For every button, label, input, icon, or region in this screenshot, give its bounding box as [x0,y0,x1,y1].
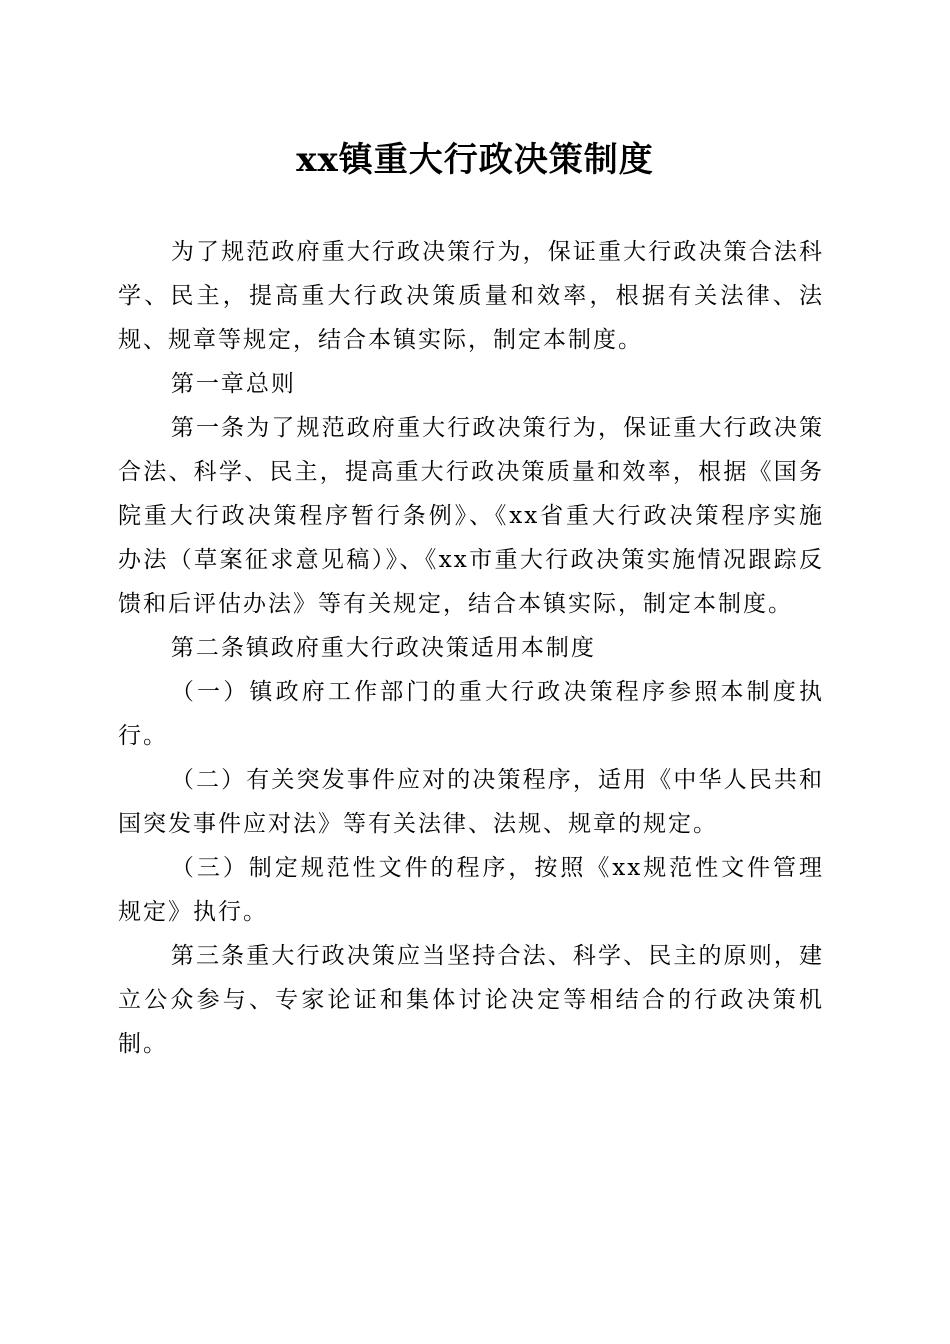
chapter-heading: 第一章总则 [170,371,296,397]
article-2-item-3: （三）制定规范性文件的程序，按照《xx规范性文件管理规定》执行。 [118,855,824,925]
article-2-item-2: （二）有关突发事件应对的决策程序，适用《中华人民共和国突发事件应对法》等有关法律、法规、规章的规定。 [118,767,824,837]
article-2-item-1: （一）镇政府工作部门的重大行政决策程序参照本制度执行。 [118,679,824,749]
paragraph-preamble: 为了规范政府重大行政决策行为，保证重大行政决策合法科学、民主，提高重大行政决策质量和效率，根据有关法律、法规、规章等规定，结合本镇实际，制定本制度。 [118,239,824,353]
article-1: 第一条为了规范政府重大行政决策行为，保证重大行政决策合法、科学、民主，提高重大行政决策质量和效率，根据《国务院重大行政决策程序暂行条例》、《xx省重大行政决策程序实施办法（草案征求意见稿）》、《xx市重大行政决策实施情况跟踪反馈和后评估办法》等有关规定，结合本镇实际，制定本制度。 [118,415,824,617]
document-body [118,230,824,1066]
article-2: 第二条镇政府重大行政决策适用本制度 [170,635,596,661]
document-title: xx镇重大行政决策制度 [296,140,654,180]
article-3: 第三条重大行政决策应当坚持合法、科学、民主的原则，建立公众参与、专家论证和集体讨论决定等相结合的行政决策机制。 [118,943,824,1057]
